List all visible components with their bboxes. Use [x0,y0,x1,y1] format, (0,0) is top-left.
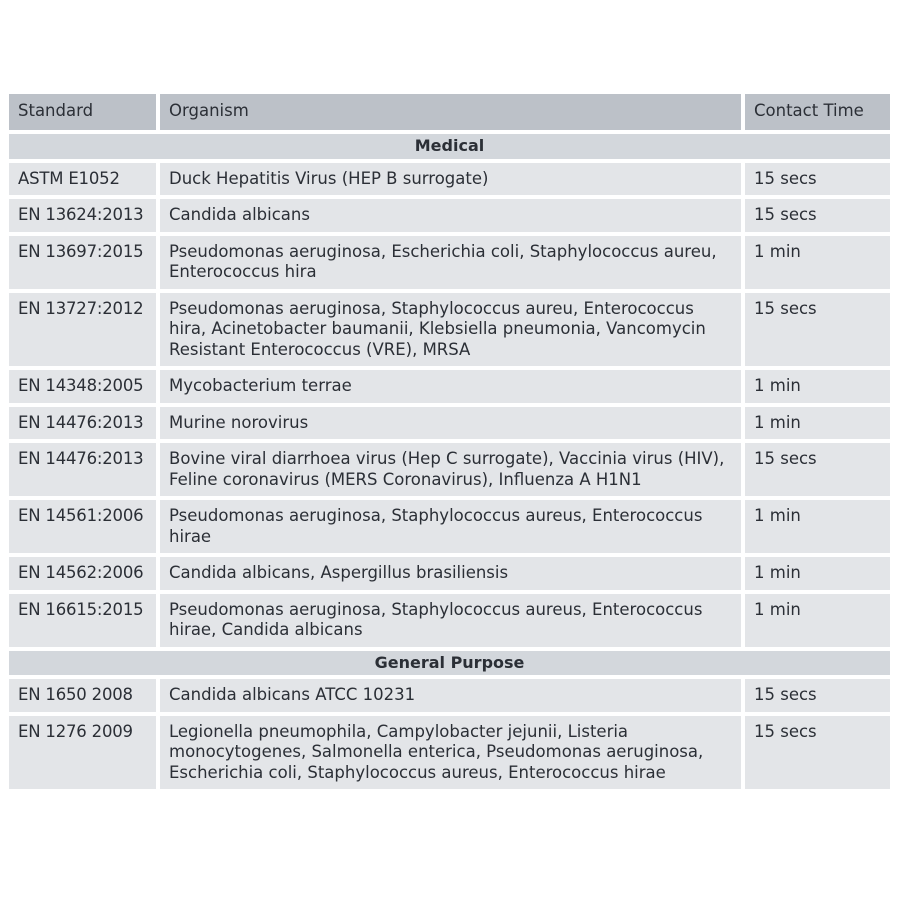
standards-table [5,90,894,793]
standard-cell: EN 13624:2013 [9,199,156,232]
organism-cell: Bovine viral diarrhoea virus (Hep C surrogate), Vaccinia virus (HIV), Feline coronavirus (MERS Coronavirus), Influenza A H1N1 [160,443,741,496]
organism-cell: Murine norovirus [160,407,741,440]
organism-cell: Candida albicans [160,199,741,232]
organism-cell: Candida albicans, Aspergillus brasiliensis [160,557,741,590]
table-row [9,594,890,647]
standard-cell: EN 14561:2006 [9,500,156,553]
table-row [9,370,890,403]
contact-time-cell: 1 min [745,407,890,440]
header-standard: Standard [9,94,156,130]
table-row [9,236,890,289]
standard-cell: EN 14476:2013 [9,407,156,440]
standards-table-container [9,94,890,789]
table-row [9,163,890,196]
table-row [9,557,890,590]
standard-cell: EN 1650 2008 [9,679,156,712]
table-row [9,443,890,496]
organism-cell: Duck Hepatitis Virus (HEP B surrogate) [160,163,741,196]
standard-cell: EN 13697:2015 [9,236,156,289]
contact-time-cell: 1 min [745,500,890,553]
contact-time-cell: 15 secs [745,163,890,196]
contact-time-cell: 15 secs [745,679,890,712]
section-row-medical [9,134,890,159]
table-row [9,716,890,790]
organism-cell: Pseudomonas aeruginosa, Staphylococcus aureus, Enterococcus hirae, Candida albicans [160,594,741,647]
organism-cell: Mycobacterium terrae [160,370,741,403]
organism-cell: Pseudomonas aeruginosa, Staphylococcus aureu, Enterococcus hira, Acinetobacter baumanii, Klebsiella pneumonia, Vancomycin Resistant Enterococcus (VRE), MRSA [160,293,741,367]
contact-time-cell: 15 secs [745,199,890,232]
section-title: Medical [9,134,890,159]
organism-cell: Candida albicans ATCC 10231 [160,679,741,712]
table-row [9,679,890,712]
standard-cell: ASTM E1052 [9,163,156,196]
contact-time-cell: 1 min [745,557,890,590]
table-row [9,293,890,367]
table-row [9,407,890,440]
section-row-general-purpose [9,651,890,676]
standard-cell: EN 14348:2005 [9,370,156,403]
standard-cell: EN 13727:2012 [9,293,156,367]
organism-cell: Pseudomonas aeruginosa, Escherichia coli, Staphylococcus aureu, Enterococcus hira [160,236,741,289]
header-contact-time: Contact Time [745,94,890,130]
standard-cell: EN 14562:2006 [9,557,156,590]
contact-time-cell: 1 min [745,236,890,289]
section-title: General Purpose [9,651,890,676]
contact-time-cell: 15 secs [745,443,890,496]
table-row [9,199,890,232]
contact-time-cell: 15 secs [745,716,890,790]
table-header-row [9,94,890,130]
header-organism: Organism [160,94,741,130]
contact-time-cell: 1 min [745,370,890,403]
contact-time-cell: 1 min [745,594,890,647]
standard-cell: EN 16615:2015 [9,594,156,647]
standard-cell: EN 1276 2009 [9,716,156,790]
table-row [9,500,890,553]
organism-cell: Legionella pneumophila, Campylobacter jejunii, Listeria monocytogenes, Salmonella enterica, Pseudomonas aeruginosa, Escherichia coli, Staphylococcus aureus, Enterococcus hirae [160,716,741,790]
organism-cell: Pseudomonas aeruginosa, Staphylococcus aureus, Enterococcus hirae [160,500,741,553]
standard-cell: EN 14476:2013 [9,443,156,496]
contact-time-cell: 15 secs [745,293,890,367]
